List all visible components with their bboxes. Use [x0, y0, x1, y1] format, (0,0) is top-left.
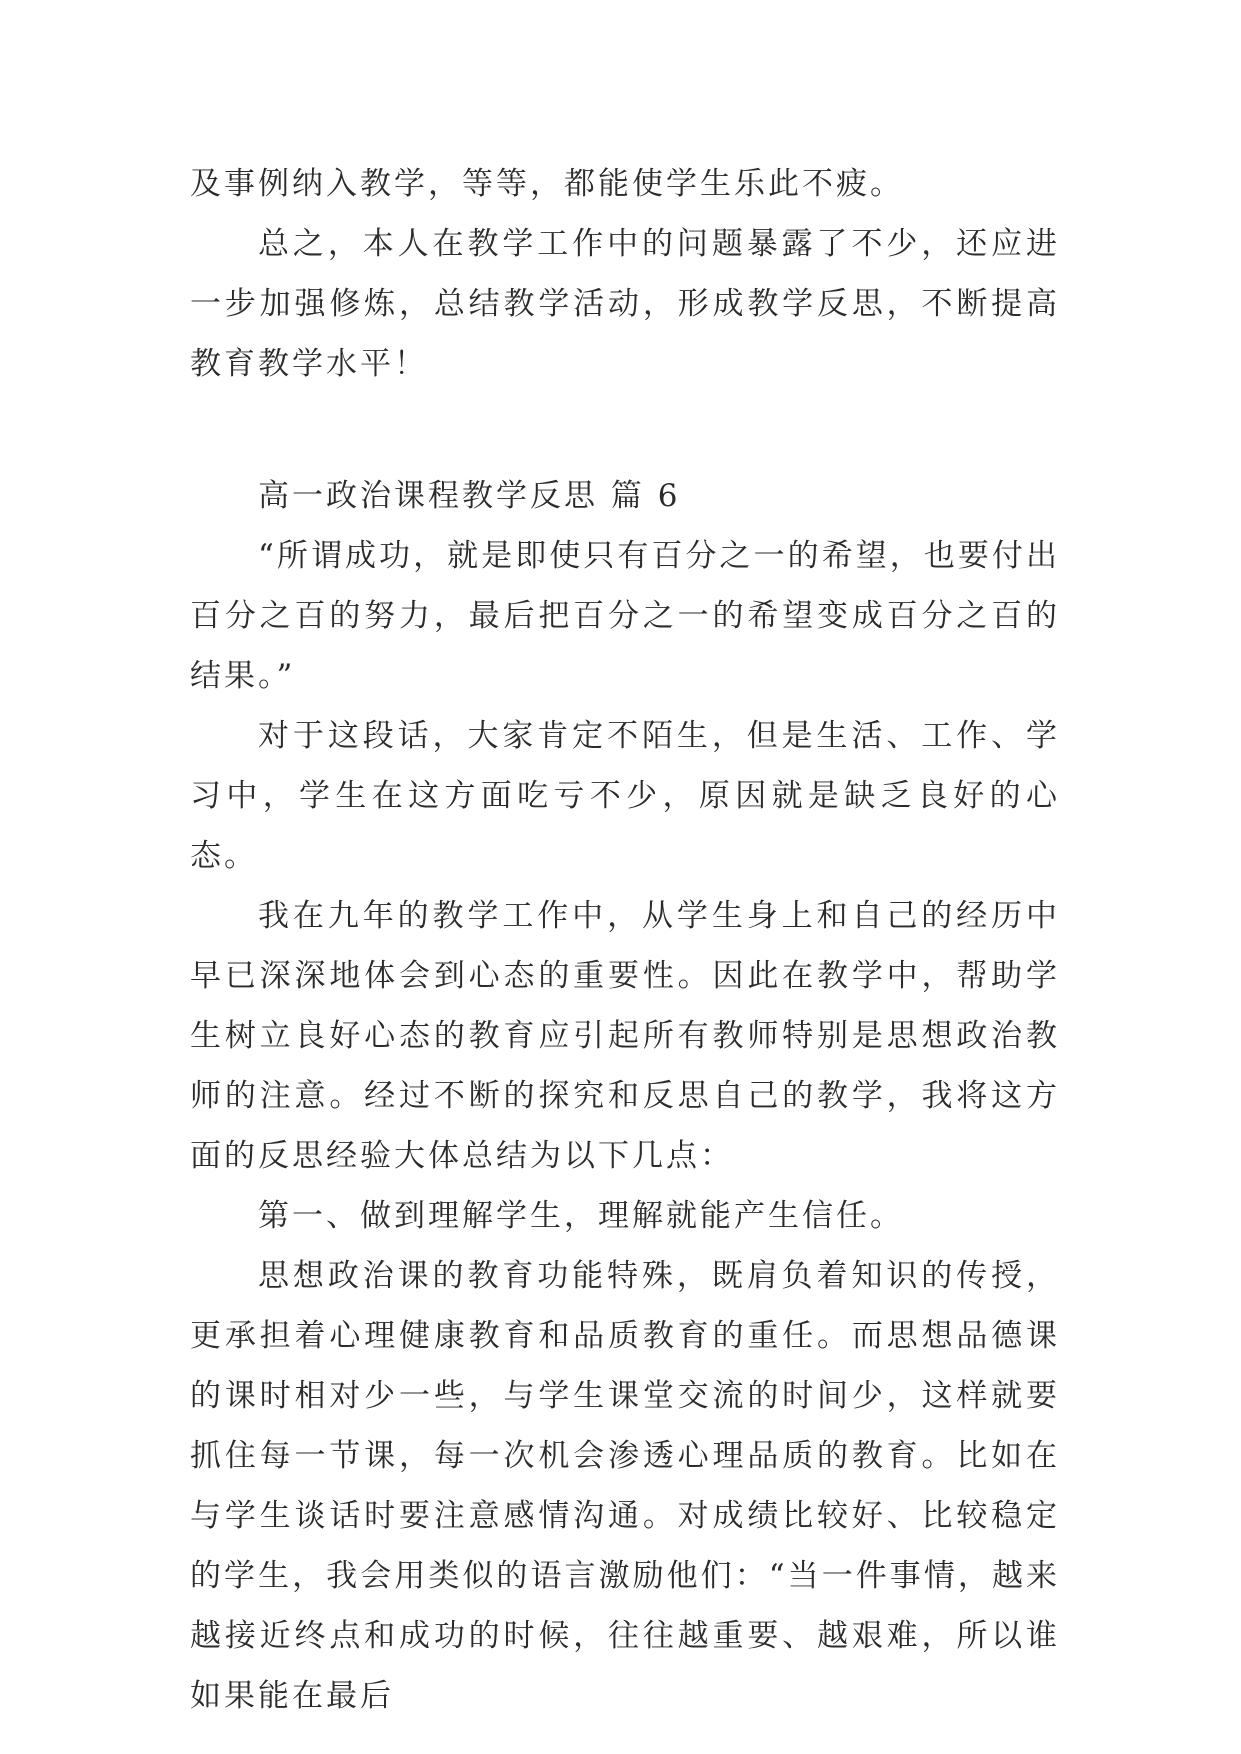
- point-one: 第一、做到理解学生，理解就能产生信任。: [258, 1198, 904, 1234]
- quote-paragraph: “所谓成功，就是即使只有百分之一的希望，也要付出百分之百的努力，最后把百分之一的希望变成百分之百的结果。”: [190, 538, 1060, 694]
- summary-paragraph: 总之，本人在教学工作中的问题暴露了不少，还应进一步加强修炼，总结教学活动，形成教学反思，不断提高教育教学水平！: [190, 226, 1060, 382]
- section-spacer: [190, 394, 1060, 466]
- document-body: [190, 154, 1060, 1726]
- intro-paragraph: 及事例纳入教学，等等，都能使学生乐此不疲。: [190, 166, 904, 202]
- paragraph-familiar: 对于这段话，大家肯定不陌生，但是生活、工作、学习中，学生在这方面吃亏不少，原因就是缺乏良好的心态。: [190, 718, 1060, 874]
- paragraph-function: 思想政治课的教育功能特殊，既肩负着知识的传授，更承担着心理健康教育和品质教育的重任。而思想品德课的课时相对少一些，与学生课堂交流的时间少，这样就要抓住每一节课，每一次机会渗透心理品质的教育。比如在与学生谈话时要注意感情沟通。对成绩比较好、比较稳定的学生，我会用类似的语言激励他们：“当一件事情，越来越接近终点和成功的时候，往往越重要、越艰难，所以谁如果能在最后: [190, 1258, 1060, 1714]
- section-title: 高一政治课程教学反思 篇 6: [258, 478, 681, 514]
- paragraph-experience: 我在九年的教学工作中，从学生身上和自己的经历中早已深深地体会到心态的重要性。因此在教学中，帮助学生树立良好心态的教育应引起所有教师特别是思想政治教师的注意。经过不断的探究和反思自己的教学，我将这方面的反思经验大体总结为以下几点：: [190, 898, 1060, 1174]
